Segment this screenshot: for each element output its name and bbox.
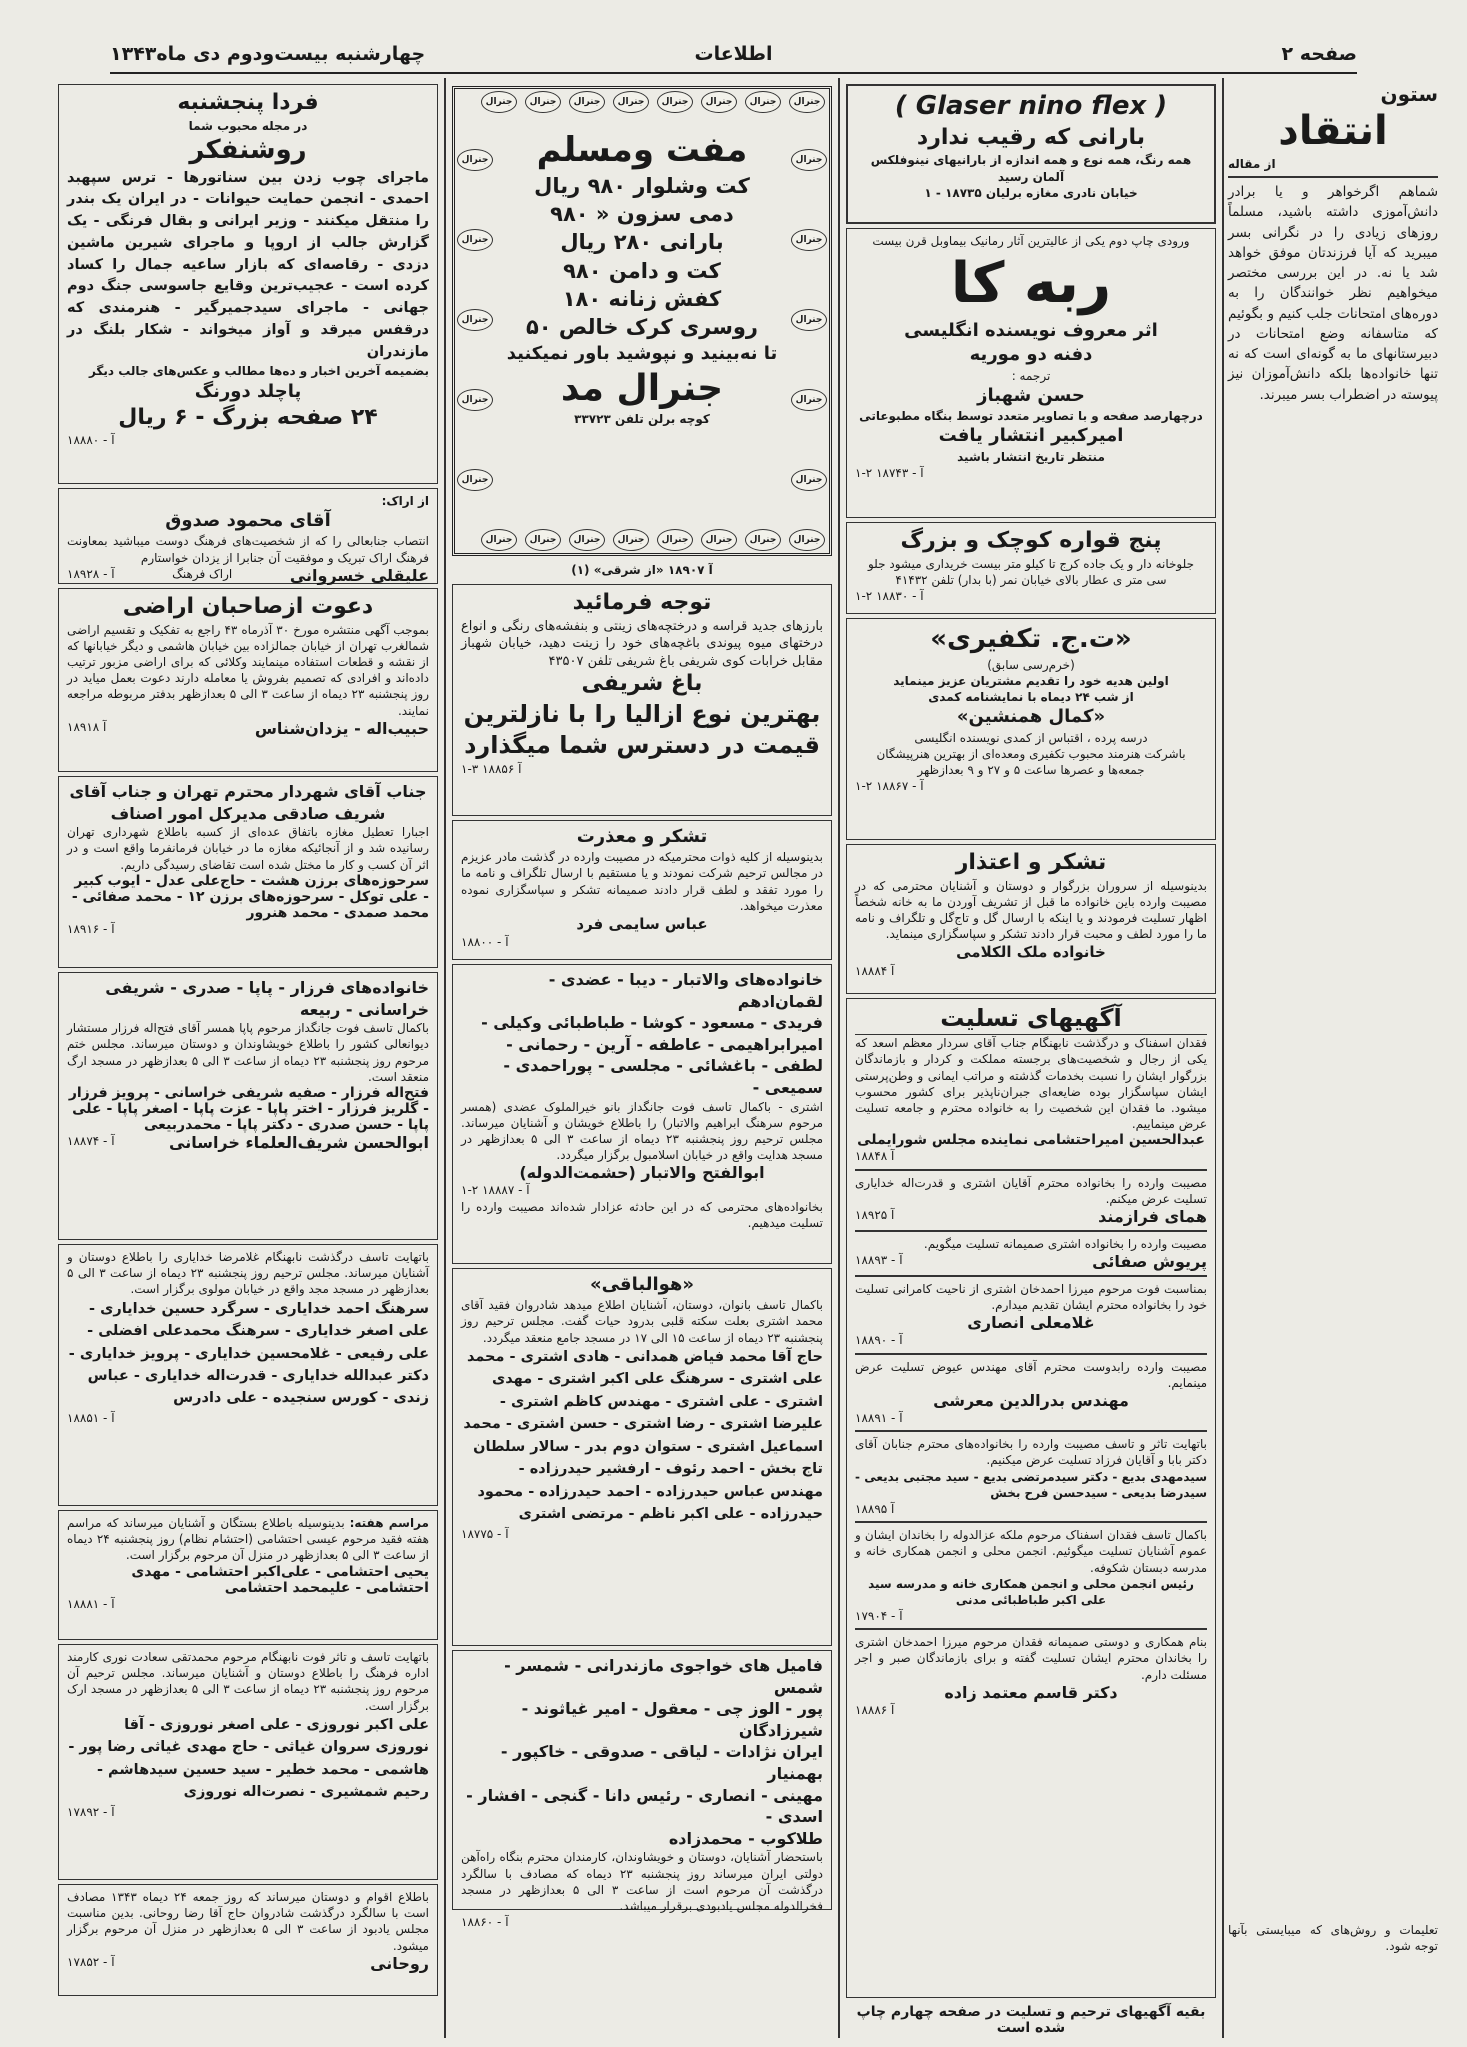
- apology-title: تشکر و اعتذار: [955, 850, 1107, 875]
- condolence-b3: مصیبت وارده را بخانواده اشتری صمیمانه تسلیت میگویم.: [923, 1236, 1207, 1251]
- condolence-ref7: آ - ۱۷۹۰۴: [855, 1609, 903, 1624]
- general-address: کوچه برلن تلفن ۳۳۷۲۳: [574, 411, 710, 426]
- condolence-b8: بنام همکاری و دوستی صمیمانه فقدان مرحوم میرزا احمدخان اشتری را بخاندان محترم ایشان تسلیت گفته و برای بازماندگان صبر و اجر مسئلت دارم.: [855, 1635, 1207, 1682]
- takfiri-l6: جمعه‌ها و عصرها ساعت ۵ و ۲۷ و ۹ بعدازظهر: [917, 763, 1145, 778]
- general-badge: جنرال: [525, 91, 561, 113]
- dawat-body: بموجب آگهی منتشره مورخ ۳۰ آذرماه ۴۳ راجع به تفکیک و تقسیم اراضی شمالغرب تهران از خیابان جمالزاده بین خیابان هاشمی و دیگر خیابانها که از نقشه و قطعات استفاده مینمایند وکلائی که برای اراضی مزبور ترتیب داده‌اند و افرادی که تصمیم بفروش یا معامله دارند دعوت بعمل میاید در روز پنجشنبه ۲۳ دیماه از ساعت ۳ الی ۵ بعدازظهر بدفتر مربوطه مراجعه نمایند.: [67, 622, 430, 718]
- condolence-sig: عبدالحسین امیراحتشامی نماینده مجلس شورایملی: [857, 1132, 1205, 1149]
- column-kicker: ستون: [1380, 82, 1438, 106]
- general-badge: جنرال: [569, 529, 605, 551]
- general-badge: جنرال: [569, 91, 605, 113]
- general-badge: جنرال: [745, 529, 781, 551]
- rouhani-sig: روحانی: [370, 1953, 429, 1973]
- mayor-petition: [58, 776, 438, 968]
- general-item: بارانی ۲۸۰ ریال: [560, 230, 724, 255]
- condolence-sig4: غلامعلی انصاری: [967, 1313, 1095, 1333]
- column-title: انتقاد: [1278, 108, 1388, 154]
- general-badge: جنرال: [791, 389, 827, 411]
- takfiri-l4: درسه پرده ، اقتباس از کمدی نویسنده انگلیسی: [914, 730, 1148, 745]
- havalbaghi-notice: [452, 1268, 832, 1646]
- farzar-notice: [58, 972, 438, 1240]
- general-badge: جنرال: [481, 91, 517, 113]
- general-item: دمی سزون « ۹۸۰: [550, 201, 734, 226]
- ponj-title: پنج قواره کوچک و بزرگ: [900, 528, 1162, 553]
- column-rule: [838, 78, 840, 2038]
- shahrdar-ref: آ - ۱۸۹۱۶: [67, 921, 115, 936]
- general-item: کفش زنانه ۱۸۰: [562, 286, 722, 311]
- column-body: شماهم اگرخواهر و یا برادر دانش‌آموزی داشته باشید، مسلماً روزهای زیادی را در نگرانی بسر میبرید که آیا فرزندتان موفق خواهد شد یا نه. در این بررسی مختصر میخواهیم نظر خوانندگان را به دوره‌های امتحانات جلب کنیم و بگوئیم که متاسفانه وضع امتحانات در دبیرستانهای ما به گونه‌ای است که نه تنها خانواده‌ها بلکه دانش‌آموزان نیز پیوسته در اضطراب بسر میبرند.: [1228, 184, 1438, 403]
- farda-body: ماجرای چوب زدن بین سناتورها - ترس سپهبد احمدی - انجمن حمایت حیوانات - در ایران یک بندر را منتقل میکنند - وزیر ایرانی و بقال فرنگی - یک گزارش جالب از اروپا و ماجرای شیرین ماشین دزدی - رقاصه‌ای که بازار ساعیه جمال را کساد کرده است - عجیب‌ترین وقایع جاسوسی جنگ دوم جهانی - ماجرای سیدجمیرگیر - هنرمندی که درقفس میرقد و آواز میخواند - شکار بلنگ در مازندران: [67, 169, 429, 360]
- mazandaran-body: باستحضار آشنایان، دوستان و خویشاوندان، کارمندان محترم بنگاه راه‌آهن دولتی ایران میرساند روز پنجشنبه ۲۳ دیماه که مصادف با سالگرد درگذشت آن مرحوم است از ساعت ۳ الی ۵ بعدازظهر در مسجد فخرالدوله مجلس یادبودی برقرار میباشد.: [461, 1850, 824, 1913]
- farda-mag: روشنفکر: [189, 134, 307, 165]
- farda-l1: پاچلد دورنگ: [194, 380, 302, 402]
- general-badge: جنرال: [457, 149, 493, 171]
- rebecca-top: ورودی چاپ دوم یکی از عالیترین آثار رمانیک بیماوبل قرن بیست: [872, 234, 1190, 248]
- rebecca-title: ربه کا: [950, 251, 1112, 317]
- apology-body: بدینوسیله از سروران بزرگوار و دوستان و آشنایان محترمی که در مصیبت وارده باین خانواده ما قبل از تشریف آوردن ما به خانه شخصاً اظهار تسلیت فرمودند و یا اینکه با ارسال گل و تاج‌گل و تلگراف و نامه ما را مورد لطف و محبت قرار دادند تشکر و سپاسگزاری مینماید.: [855, 878, 1207, 942]
- general-badge: جنرال: [789, 91, 825, 113]
- general-brand: جنرال مد: [560, 367, 724, 409]
- condolence-title: آگهیهای تسلیت: [855, 1003, 1207, 1035]
- ponj-ref: آ - ۱۸۸۳۰ ۲-۱: [855, 588, 924, 603]
- general-badge: جنرال: [789, 529, 825, 551]
- farzar-names: فتح‌اله فرزار - صفیه شریفی خراسانی - پرویز فرزار - گلریز فرزار - اختر پاپا - عزت پاپا - اصغر پاپا - علی پاپا - حسن صدری - دکتر پاپا - محمدربیعی: [68, 1084, 429, 1133]
- condolence-ref6: آ ۱۸۸۹۵: [855, 1501, 895, 1516]
- tavajoh-ref: آ ۱۸۸۵۶ ۳-۱: [461, 762, 522, 777]
- rebecca-desc: درچهارصد صفحه و با تصاویر متعدد توسط بنگاه مطبوعاتی: [859, 409, 1203, 424]
- condolence-b5: مصیبت وارده رابدوست محترم آقای مهندس عیوض تسلیت عرض مینمایم.: [855, 1359, 1207, 1390]
- hafte-body: بدینوسیله باطلاع بستگان و آشنایان میرساند که مراسم هفته فقید مرحوم عیسی احتشامی (احتشام نظام) روز پنجشنبه ۲۴ دیماه از ساعت ۳ الی ۵ بعدازظهر در منزل آن مرحوم برگزار است.: [67, 1516, 429, 1563]
- norouzi-ref: آ - ۱۷۸۹۲: [67, 1804, 115, 1819]
- condolence-b6: باتهایت تاثر و تاسف مصیبت وارده را بخانواده‌های محترم جنابان آقای دکتر بابا و آقایان فرزاد تسلیت عرض میکنیم.: [855, 1437, 1207, 1468]
- mazandaran-l1: پور - الوز چی - معقول - امیر غیاثوند - شیرزادگان: [521, 1699, 823, 1740]
- rebecca-publisher: امیرکبیر انتشار یافت: [938, 425, 1124, 447]
- condolence-ref5: آ - ۱۸۸۹۱: [855, 1411, 903, 1425]
- rebecca-ad: [846, 228, 1216, 518]
- general-badge: جنرال: [457, 309, 493, 331]
- mazandaran-title: فامیل های خواجوی مازندرانی - شمسر - شمس: [504, 1656, 823, 1697]
- general-badge: جنرال: [791, 309, 827, 331]
- general-item: کت وشلوار ۹۸۰ ریال: [534, 173, 750, 198]
- condolence-body: فقدان اسفناک و درگذشت نابهنگام جناب آقای سردار معظم اسعد که یکی از رجال و شخصیت‌های برجسته مملکت و کردار و بازماندگان بزرگوار ایشان را نسبت بخدمات گذشته و مراتب ایمانی و وطن‌پرستی ایشان سپاسگزار بوده ضایعه‌ای جبران‌ناپذیر برای کشور محسوب میشود. ما فقدان این شخصیت را به خانواده محترم و جامعه تسلیت عرض مینماییم.: [855, 1036, 1207, 1132]
- thanks-notice: [452, 820, 832, 960]
- condolence-ref3: آ - ۱۸۸۹۳: [855, 1253, 903, 1268]
- norouzi-names: علی اکبر نوروزی - علی اصغر نوروزی - آقا نوروزی سروان غیاثی - حاج مهدی غیاثی رضا پور - هاشمی - محمد خطیر - سید حسین سیدهاشم - رحیم شمشیری - نصرت‌اله نوروزی: [68, 1716, 429, 1801]
- havalbaghi-title: «هوالباقی»: [589, 1274, 695, 1295]
- rebecca-author: اثر معروف نویسنده انگلیسی: [904, 320, 1158, 342]
- ahli-body: اشتری - باکمال تاسف فوت جانگداز بانو خیرالملوک عضدی (همسر مرحوم سرهنگ ابراهیم والاتبار) را باطلاع خویشان و آشنایان میرساند. مجلس ترحیم روز پنجشنبه ۲۳ دیماه از ساعت ۳ الی ۵ بعدازظهر در مسجد هدایت واقع در خیابان اسلامبول برگزار میگردد.: [461, 1099, 824, 1163]
- sadough-head: از اراک:: [381, 494, 429, 508]
- general-badge: جنرال: [457, 389, 493, 411]
- glaser-brand: ( Glaser nino flex ): [894, 91, 1168, 121]
- glaser-title: بارانی که رقیب ندارد: [916, 124, 1146, 150]
- ponj-body: جلوخانه دار و یک جاده کرج تا کیلو متر بیست خریداری میشود جلو: [867, 556, 1195, 571]
- shahrdar-sig: سرحوزه‌های برزن هشت - حاج‌علی عدل - ایوب کبیر - علی توکل - سرحوزه‌های برزن ۱۲ - محمد صفائی - محمد صمدی - محمد هنرور: [71, 872, 429, 921]
- glaser-address: خیابان نادری مغازه برلیان ۱۸۷۳۵ - ۱: [924, 185, 1138, 200]
- general-badge: جنرال: [525, 529, 561, 551]
- column-rule: [1222, 78, 1224, 2038]
- condolence-section: [846, 998, 1216, 1998]
- takfiri-ref: آ - ۱۸۸۶۷ ۲-۱: [855, 779, 924, 794]
- roshanfekr-ad: [58, 84, 438, 484]
- farzar-title: خانواده‌های فرزار - پاپا - صدری - شریفی: [105, 978, 429, 997]
- paper-name: اطلاعات: [694, 43, 773, 65]
- condolence-ref8: آ ۱۸۸۸۶: [855, 1702, 895, 1717]
- tavajoh-title: توجه فرمائید: [572, 590, 712, 615]
- apology-sig: خانواده ملک الکلامی: [956, 943, 1106, 962]
- sadough-body: انتصاب جنابعالی را که از شخصیت‌های فرهنگ دوست میباشید بمعاونت فرهنگ اراک تبریک و موفقیت آن جنابرا از یزدان خواستارم: [67, 534, 429, 565]
- condolence-ref: آ ۱۸۸۴۸: [855, 1149, 895, 1164]
- condolence-b4: بمناسبت فوت مرحوم میرزا احمدخان اشتری از ناحیت کامرانی تسلیت خود را بخانواده محترم ایشان تقدیم میدارم.: [855, 1282, 1207, 1313]
- apology-notice: [846, 844, 1216, 994]
- havalbaghi-body: باکمال تاسف بانوان، دوستان، آشنایان اطلاع میدهد شادروان فقید آقای محمد اشتری بعلت سکته قلبی بدرود حیات گفت. مجلس ترحیم روز پنجشنبه ۲۳ دیماه از ساعت ۱۵ الی ۱۷ در مسجد جامع منعقد میگردد.: [461, 1298, 823, 1345]
- khodayari-notice: [58, 1244, 438, 1506]
- general-slogan: تا نه‌بینید و نپوشید باور نمیکنید: [506, 342, 778, 364]
- general-badge: جنرال: [457, 229, 493, 251]
- valatabar-notice: [452, 964, 832, 1264]
- general-mod-ad: [452, 86, 832, 556]
- ahli-ref: آ - ۱۸۸۸۷ ۲-۱: [461, 1183, 530, 1198]
- sadough-ref: آ - ۱۸۹۲۸: [67, 566, 115, 581]
- rebecca-translator-label: ترجمه :: [1011, 368, 1051, 383]
- general-badge: جنرال: [791, 229, 827, 251]
- ahli-sig: ابوالفتح والاتبار (حشمت‌الدوله): [519, 1163, 765, 1183]
- tavajoh-slogan: بهترین نوع ازالیا را با نازلترین قیمت در دسترس شما میگذارد: [463, 699, 821, 760]
- farzar-sig: ابوالحسن شریف‌العلماء خراسانی: [169, 1132, 429, 1152]
- thanks-ref: آ - ۱۸۸۰۰: [461, 935, 509, 950]
- condolence-ref2: آ ۱۸۹۲۵: [855, 1207, 895, 1222]
- rouhani-ref: آ - ۱۷۸۵۲: [67, 1954, 115, 1969]
- general-item: کت و دامن ۹۸۰: [563, 258, 721, 283]
- condolence-footer: بقیه آگهیهای ترحیم و تسلیت در صفحه چهارم چاپ شده است: [856, 2004, 1206, 2036]
- condolence-sig7: رئیس انجمن محلی و انجمن همکاری خانه و مدرسه سید علی اکبر طباطبائی مدنی: [868, 1576, 1194, 1607]
- condolence-b2: مصیبت وارده را بخانواده محترم آقایان اشتری و قدرت‌اله خدایاری تسلیت عرض میکنم.: [855, 1175, 1207, 1206]
- condolence-sig8: دکتر قاسم معتمد زاده: [944, 1682, 1118, 1702]
- farzar-title2: خراسانی - ربیعه: [299, 999, 429, 1019]
- farda-l2: ۲۴ صفحه بزرگ - ۶ ریال: [118, 404, 378, 430]
- tavajoh-brand: باغ شریفی: [581, 671, 703, 697]
- column-rule: [444, 78, 446, 2038]
- rebecca-translator: حسن شهباز: [977, 384, 1085, 406]
- landowners-notice: [58, 588, 438, 772]
- sharifi-garden-ad: [452, 584, 832, 816]
- page-number: صفحه ۲: [1281, 43, 1357, 65]
- thanks-sig: عباس سایمی فرد: [576, 915, 708, 934]
- tavajoh-body: بارزهای جدید قراسه و درختچه‌های زینتی و بنفشه‌های رنگی و انواع درختهای میوه پیوندی باغچه‌های خود را زینت دهید، خیابان شهباز مقابل خرابات کوی شریفی باغ شریفی تلفن ۴۳۵۰۷: [461, 618, 823, 669]
- khodayari-ref: آ - ۱۸۸۵۱: [67, 1410, 115, 1425]
- general-title: مفت ومسلم: [536, 130, 748, 170]
- farzar-ref: آ - ۱۸۸۷۴: [67, 1133, 115, 1148]
- farda-body2: بضمیمه آخرین اخبار و ده‌ها مطالب و عکس‌های جالب دیگر: [88, 364, 429, 379]
- shahrdar-title: جناب آقای شهردار محترم تهران و جناب آقای: [69, 782, 427, 801]
- takfiri-sub: (خرم‌رسی سابق): [987, 657, 1075, 672]
- sadough-sig: علیقلی خسروانی: [289, 565, 429, 585]
- shahrdar-body: اجبارا تعطیل مغازه باتفاق عده‌ای از کسبه باطلاع شهرداری تهران رسانیده شد و از آنجائیکه مغازه ما در خیابان فرمانفرما واقع است و در اثر آن کسب و کار ما مختل شده است تقاضای رسیدگی داریم.: [67, 825, 429, 872]
- khodayari-names: سرهنگ احمد خدایاری - سرگرد حسین خدایاری - علی اصغر خدایاری - سرهنگ محمدعلی افضلی - علی رفیعی - غلامحسین خدایاری - پرویز خدایاری - دکتر عبدالله خدایاری - قدرت‌اله خدایاری - عباس زندی - کورس سنجیده - علی دادرس: [68, 1300, 429, 1407]
- sadough-notice: [58, 488, 438, 584]
- takfiri-l5: باشرکت هنرمند محبوب تکفیری ومعده‌ای از بهترین هنرپیشگان: [876, 746, 1186, 761]
- ponj-ghavare-ad: [846, 522, 1216, 614]
- hafte-ref: آ - ۱۸۸۸۱: [67, 1596, 115, 1611]
- general-badge: جنرال: [701, 91, 737, 113]
- glaser-line: همه رنگ، همه نوع و همه اندازه از بارانیهای نینوفلکس آلمان رسید: [870, 153, 1192, 184]
- takfiri-ad: [846, 618, 1216, 840]
- norouzi-body: باتهایت تاسف و تاثر فوت نابهنگام مرحوم محمدتقی سعادت نوری کارمند اداره فرهنگ را باطلاع دوستان و آشنایان میرساند. مجلس ترحیم آن مرحوم روز پنجشنبه ۲۳ دیماه از ساعت ۳ الی ۵ بعدازظهر در مسجد ارک برگزار است.: [67, 1650, 429, 1713]
- sadough-place: اراک فرهنگ: [172, 566, 233, 581]
- sadough-name: آقای محمود صدوق: [165, 510, 331, 532]
- rouhani-body: باطلاع اقوام و دوستان میرساند که روز جمعه ۲۴ دیماه ۱۳۴۳ مصادف است با سالگرد درگذشت شادروان حاج آقا رضا روحانی. بدین مناسبت مجلس یادبود از ساعت ۳ الی ۵ بعدازظهر در منزل آن مرحوم برگزار میشود.: [67, 1890, 430, 1953]
- takfiri-l2: از شب ۲۴ دیماه با نمایشنامه کمدی: [928, 690, 1134, 705]
- glaser-ad: [846, 84, 1216, 224]
- mazandaran-l4: طلاکوب - محمدزاده: [668, 1828, 823, 1848]
- mazandarani-notice: [452, 1650, 832, 1930]
- condolence-b7: باکمال تاسف فقدان اسفناک مرحوم ملکه عزالدوله را بخاندان ایشان و عموم آشنایان تسلیت میگوئیم. انجمن محلی و انجمن همکاری خانه و مدرسه دبستان شکوفه.: [855, 1528, 1207, 1575]
- column-footer: تعلیمات و روش‌های که میبایستی بآنها توجه شود.: [1228, 1923, 1438, 1954]
- ahli-l1: فریدی - مسعود - کوشا - طباطبائی وکیلی -: [481, 1013, 823, 1033]
- ehtesham-notice: [58, 1510, 438, 1640]
- general-badge: جنرال: [457, 469, 493, 491]
- hafte-sig: یحیی احتشامی - علی‌اکبر احتشامی - مهدی احتشامی - علیمحمد احتشامی: [131, 1563, 429, 1596]
- ahli-l3: لطفی - باغشائی - مجلسی - پوراحمدی - سمیعی -: [503, 1056, 823, 1097]
- general-badge: جنرال: [613, 91, 649, 113]
- ahli-note: بخانواده‌های محترمی که در این حادثه عزادار شده‌اند مصیبت وارده را تسلیت میدهیم.: [461, 1199, 823, 1230]
- rebecca-name: دفنه دو موریه: [969, 344, 1093, 366]
- general-badge: جنرال: [791, 469, 827, 491]
- dawat-ref: آ ۱۸۹۱۸: [67, 719, 107, 734]
- condolence-sig6: سیدمهدی بدیع - دکتر سیدمرتضی بدیع - سید مجتبی بدیعی - سیدرضا بدیعی - سیدحسن فرح بخش: [855, 1469, 1207, 1500]
- apology-ref: آ ۱۸۸۸۴: [855, 963, 895, 978]
- condolence-sig5: مهندس بدرالدین معرشی: [933, 1391, 1129, 1410]
- general-badge: جنرال: [613, 529, 649, 551]
- condolence-sig3: پریوش صفائی: [1092, 1252, 1207, 1272]
- takfiri-play: «کمال همنشین»: [956, 706, 1106, 728]
- general-item: روسری کرک خالص ۵۰: [525, 315, 758, 340]
- column-source: از مقاله: [1228, 157, 1276, 171]
- thanks-title: تشکر و معذرت: [576, 826, 708, 847]
- havalbaghi-names: حاج آقا محمد فیاض همدانی - هادی اشتری - محمد علی اشتری - سرهنگ علی اکبر اشتری - مهدی اشتری - علی اشتری - مهندس کاظم اشتری - علیرضا اشتری - رضا اشتری - حسن اشتری - محمد اسماعیل اشتری - ستوان دوم بدر - سالار سلطان تاج بخش - احمد رئوف - ارفشیر حیدرزاده - مهندس عباس حیدرزاده - احمد حیدرزاده - محمود حیدرزاده - علی اکبر ناظم - مرتضی اشتری: [463, 1348, 823, 1523]
- shahrdar-title2: شریف صادقی مدیرکل امور اصناف: [110, 803, 386, 823]
- thanks-body: بدینوسیله از کلیه ذوات محترمیکه در مصیبت وارده در گذشت مادر عزیزم در مجالس ترحیم شرکت نمودند و یا مستقیم با ارسال تلگراف و نامه ما را مورد تفقد و لطف قرار دادند صمیمانه تشکر و سپاسگزاری نموده معذرت میخواهد.: [461, 850, 823, 913]
- general-badge: جنرال: [745, 91, 781, 113]
- dawat-title: دعوت ازصاحبان اراضی: [122, 594, 374, 619]
- hafte-title: مراسم هفته:: [349, 1516, 429, 1530]
- general-ref: آ ۱۸۹۰۷ «از شرقی» (۱): [571, 563, 713, 577]
- ahli-title: خانواده‌های والاتبار - دیبا - عضدی - لقمان‌ادهم: [548, 970, 823, 1011]
- mazandaran-l3: مهینی - انصاری - رئیس دانا - گنجی - افشار - اسدی -: [466, 1785, 823, 1827]
- condolence-ref4: آ - ۱۸۸۹۰: [855, 1333, 903, 1348]
- condolence-sig2: همای فرازمند: [1098, 1206, 1207, 1226]
- mazandaran-l2: ایران نژادات - لیاقی - صدوقی - خاکپور - بهمنیار: [500, 1742, 823, 1783]
- general-badge: جنرال: [481, 529, 517, 551]
- farda-ref: آ - ۱۸۸۸۰: [67, 433, 115, 448]
- general-badge: جنرال: [657, 529, 693, 551]
- ponj-body2: سی متر ی عطار بالای خیابان نمر (با بدار) تلفن ۴۱۴۳۲: [895, 572, 1167, 587]
- issue-date: چهارشنبه بیست‌ودوم دی ماه۱۳۴۳: [110, 43, 426, 65]
- farzar-body: باکمال تاسف فوت جانگداز مرحوم پاپا همسر آقای فتح‌اله فرزار مستشار دیوانعالی کشور را باطلاع خویشاوندان و دوستان میرساند. مجلس ختم مرحوم روز پنجشنبه ۲۳ دیماه از ساعت ۳ الی ۵ بعدازظهر در مسجد ارگ منعقد است.: [67, 1021, 429, 1084]
- takfiri-title: «ت.ج. تکفیری»: [930, 624, 1132, 654]
- khodayari-body: باتهایت تاسف درگذشت نابهنگام غلامرضا خدایاری را باطلاع دوستان و آشنایان میرساند. مجلس ترحیم روز پنجشنبه ۲۳ دیماه از ساعت ۳ الی ۵ بعدازظهر در مسجد مجد واقع در خیابان مولوی برگزار است.: [67, 1250, 429, 1297]
- farda-title: فردا پنجشنبه: [177, 90, 319, 115]
- general-badge: جنرال: [657, 91, 693, 113]
- rouhani-notice: [58, 1884, 438, 1996]
- ahli-l2: امیرابراهیمی - عاطفه - آرین - رحمانی -: [506, 1034, 823, 1054]
- general-badge: جنرال: [701, 529, 737, 551]
- rebecca-note: منتظر تاریخ انتشار باشید: [957, 449, 1105, 464]
- critique-column: [1228, 82, 1438, 2044]
- page-header: [110, 36, 1357, 74]
- rebecca-ref: آ - ۱۸۷۴۳ ۲-۱: [855, 465, 924, 480]
- mazandaran-ref: آ - ۱۸۸۶۰: [461, 1915, 509, 1930]
- havalbaghi-ref: آ - ۱۸۷۷۵: [461, 1526, 509, 1541]
- dawat-sig: حبیب‌اله - یزدان‌شناس: [254, 718, 429, 738]
- takfiri-l1: اولین هدیه خود را تقدیم مشتریان عزیز مینماید: [893, 673, 1169, 688]
- norouzi-notice: [58, 1644, 438, 1880]
- farda-sub: در مجله محبوب شما: [188, 118, 308, 133]
- general-badge: جنرال: [791, 149, 827, 171]
